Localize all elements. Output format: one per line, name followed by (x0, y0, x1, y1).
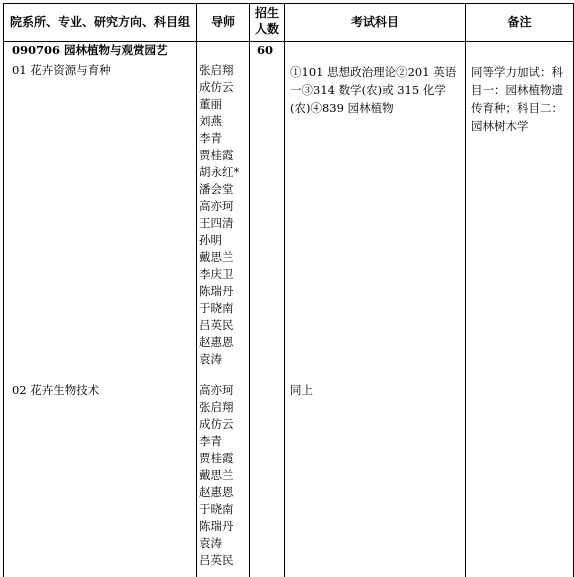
tutor-name: 贾桂霞 (199, 148, 234, 162)
col-divider-note (465, 3, 466, 577)
tutor-name: 袁涛 (199, 536, 222, 550)
direction-name: 01 花卉资源与育种 (12, 63, 111, 77)
tutor-name: 孙明 (199, 233, 222, 247)
tutor-name: 刘燕 (199, 114, 222, 128)
col-divider-exam (284, 3, 285, 577)
header-exam: 考试科目 (350, 15, 399, 29)
tutor-name: 高亦珂 (199, 199, 234, 213)
tutor-name: 李庆卫 (199, 267, 234, 281)
tutor-name: 王四清 (199, 216, 234, 230)
tutor-name: 于晓南 (199, 301, 234, 315)
program-name: 090706 园林植物与观赏园艺 (12, 43, 168, 57)
tutor-name: 潘会堂 (199, 182, 234, 196)
tutor-name: 袁涛 (199, 352, 222, 366)
tutor-name: 贾桂霞 (199, 451, 234, 465)
tutor-name: 张启翔 (199, 63, 234, 77)
tutor-list (199, 62, 239, 368)
exam-subjects: ①101 思想政治理论②201 英语一③314 数学(农)或 315 化学(农)④839 园林植物 (290, 65, 457, 115)
tutor-name: 吕英民 (199, 553, 234, 567)
col-divider-enroll (249, 3, 250, 577)
tutor-name: 李青 (199, 131, 222, 145)
header-tutor: 导师 (210, 15, 235, 29)
header-enroll-line1: 招生 (254, 6, 279, 20)
exam-subjects: 同上 (290, 383, 313, 397)
tutor-name: 赵惠恩 (199, 335, 234, 349)
program-enroll: 60 (257, 43, 274, 57)
tutor-name: 高亦珂 (199, 383, 234, 397)
tutor-name: 戴思兰 (199, 250, 234, 264)
tutor-name: 胡永红* (199, 165, 240, 179)
col-divider-tutor (196, 3, 197, 577)
note-text: 同等学力加试：科目一：园林植物遗传育种；科目二：园林树木学 (471, 65, 563, 133)
header-enroll (250, 5, 284, 37)
tutor-name: 成仿云 (199, 417, 234, 431)
tutor-name: 董丽 (199, 97, 222, 111)
header-dept: 院系所、专业、研究方向、科目组 (9, 15, 190, 29)
tutor-name: 戴思兰 (199, 468, 234, 482)
tutor-name: 成仿云 (199, 80, 234, 94)
table-top-border (3, 3, 574, 4)
direction-name: 02 花卉生物技术 (12, 383, 100, 397)
table-left-border (3, 3, 4, 577)
tutor-name: 陈瑞丹 (199, 519, 234, 533)
tutor-name: 陈瑞丹 (199, 284, 234, 298)
tutor-list (199, 382, 234, 569)
header-enroll-line2: 人数 (254, 22, 279, 36)
tutor-name: 赵惠恩 (199, 485, 234, 499)
tutor-name: 吕英民 (199, 318, 234, 332)
header-note: 备注 (507, 15, 532, 29)
tutor-name: 张启翔 (199, 400, 234, 414)
tutor-name: 李青 (199, 434, 222, 448)
tutor-name: 于晓南 (199, 502, 234, 516)
